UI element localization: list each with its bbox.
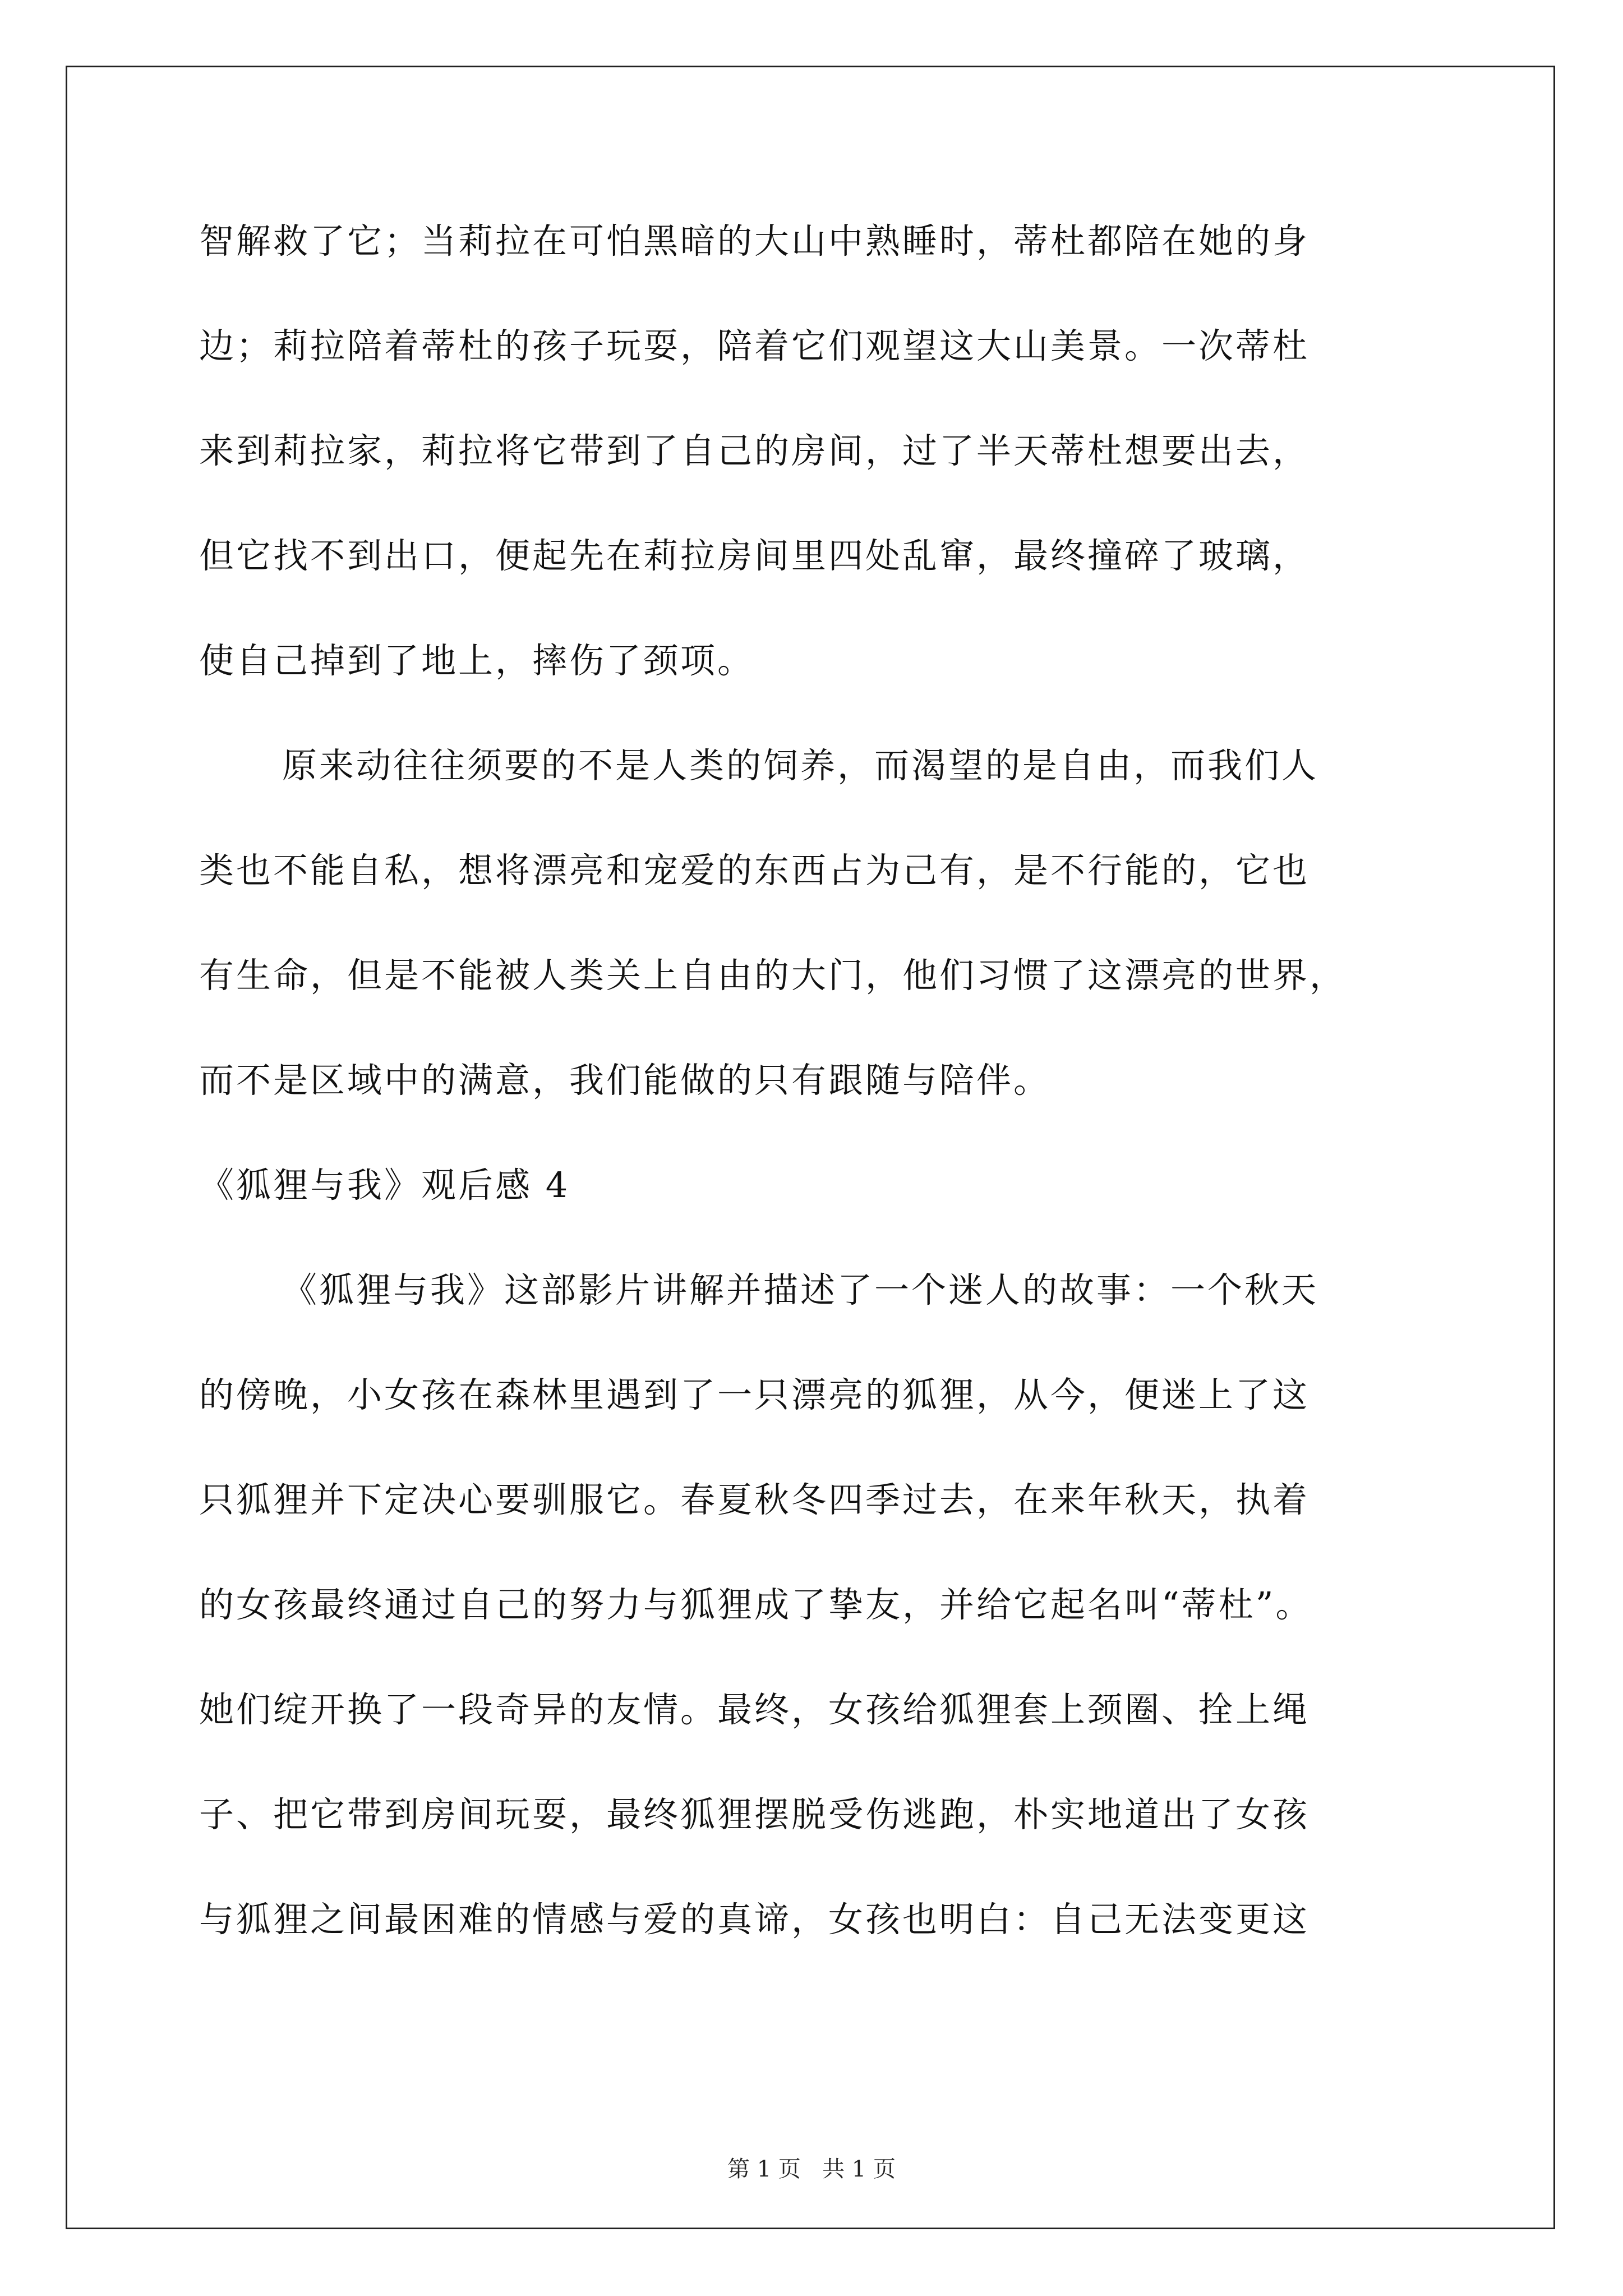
text-line: 而不是区域中的满意，我们能做的只有跟随与陪伴。 — [199, 1060, 1051, 1101]
document-body — [199, 213, 1433, 1996]
text-line: 但它找不到出口，便起先在莉拉房间里四处乱窜，最终撞碎了玻璃， — [199, 535, 1310, 576]
paragraph-start-line: 原来动往往须要的不是人类的饲养，而渴望的是自由，而我们人 — [282, 745, 1319, 786]
text-line: 有生命，但是不能被人类关上自由的大门，他们习惯了这漂亮的世界， — [199, 955, 1347, 996]
page-footer: 第 1 页 共 1 页 — [727, 2156, 896, 2182]
text-line: 子、把它带到房间玩耍，最终狐狸摆脱受伤逃跑，朴实地道出了女孩 — [199, 1794, 1310, 1835]
text-line: 的女孩最终通过自己的努力与狐狸成了挚友，并给它起名叫“蒂杜”。 — [199, 1584, 1313, 1625]
text-line: 的傍晚，小女孩在森林里遇到了一只漂亮的狐狸，从今，便迷上了这 — [199, 1374, 1310, 1415]
paragraph-start-line: 《狐狸与我》这部影片讲解并描述了一个迷人的故事：一个秋天 — [282, 1269, 1319, 1310]
text-line: 与狐狸之间最困难的情感与爱的真谛，女孩也明白：自己无法变更这 — [199, 1899, 1310, 1940]
text-line: 使自己掉到了地上，摔伤了颈项。 — [199, 640, 755, 681]
text-line: 智解救了它；当莉拉在可怕黑暗的大山中熟睡时，蒂杜都陪在她的身 — [199, 220, 1310, 261]
text-line: 类也不能自私，想将漂亮和宠爱的东西占为己有，是不行能的，它也 — [199, 850, 1310, 891]
section-heading: 《狐狸与我》观后感 4 — [199, 1165, 570, 1205]
text-line: 只狐狸并下定决心要驯服它。春夏秋冬四季过去，在来年秋天，执着 — [199, 1479, 1310, 1520]
text-line: 来到莉拉家，莉拉将它带到了自己的房间，过了半天蒂杜想要出去， — [199, 430, 1310, 471]
text-line: 她们绽开换了一段奇异的友情。最终，女孩给狐狸套上颈圈、拴上绳 — [199, 1689, 1310, 1730]
text-line: 边；莉拉陪着蒂杜的孩子玩耍，陪着它们观望这大山美景。一次蒂杜 — [199, 325, 1310, 366]
